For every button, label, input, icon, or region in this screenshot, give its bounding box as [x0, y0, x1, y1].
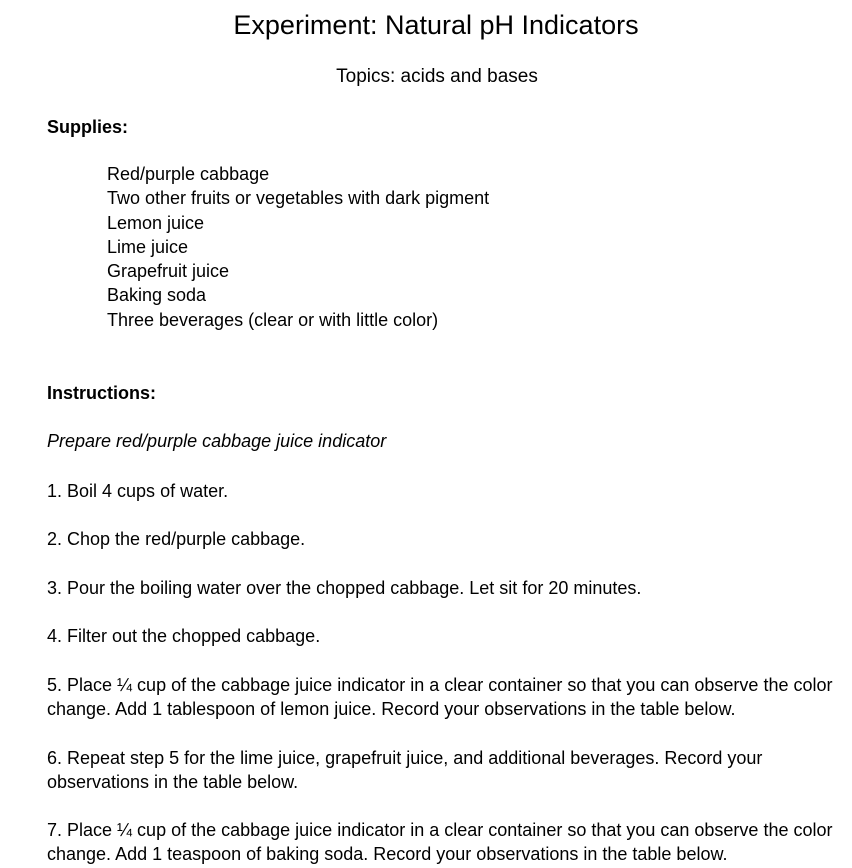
supply-item: Baking soda [107, 285, 207, 306]
supply-item: Red/purple cabbage [107, 164, 270, 184]
instructions-heading: Instructions: [47, 383, 157, 403]
supply-item: Grapefruit juice [107, 261, 230, 282]
supply-item: Three beverages (clear or with little color) [107, 309, 439, 330]
instruction-step: 5. Place ¼ cup of the cabbage juice indicator in a clear container so that you can observe the color change. Add 1 tablespoon of lemon juice. Record your observations in the table below. [47, 675, 833, 719]
topics-line: Topics: acids and bases [336, 66, 538, 87]
instruction-step: 2. Chop the red/purple cabbage. [47, 529, 306, 549]
instruction-step: 1. Boil 4 cups of water. [47, 481, 229, 501]
instruction-step: 6. Repeat step 5 for the lime juice, grapefruit juice, and additional beverages. Record your observations in the table below. [47, 748, 763, 792]
supply-item: Lemon juice [107, 212, 205, 233]
instruction-step: 7. Place ¼ cup of the cabbage juice indicator in a clear container so that you can observe the color change. Add 1 teaspoon of baking soda. Record your observations in the table below. [47, 820, 833, 864]
instruction-step: 4. Filter out the chopped cabbage. [47, 626, 321, 646]
supplies-list [107, 162, 489, 332]
instruction-step: 3. Pour the boiling water over the chopped cabbage. Let sit for 20 minutes. [47, 578, 642, 598]
instructions-subheading: Prepare red/purple cabbage juice indicator [47, 431, 387, 451]
supply-item: Two other fruits or vegetables with dark pigment [107, 188, 490, 209]
page-title: Experiment: Natural pH Indicators [233, 10, 639, 40]
supply-item: Lime juice [107, 236, 189, 257]
supplies-heading: Supplies: [47, 117, 129, 137]
